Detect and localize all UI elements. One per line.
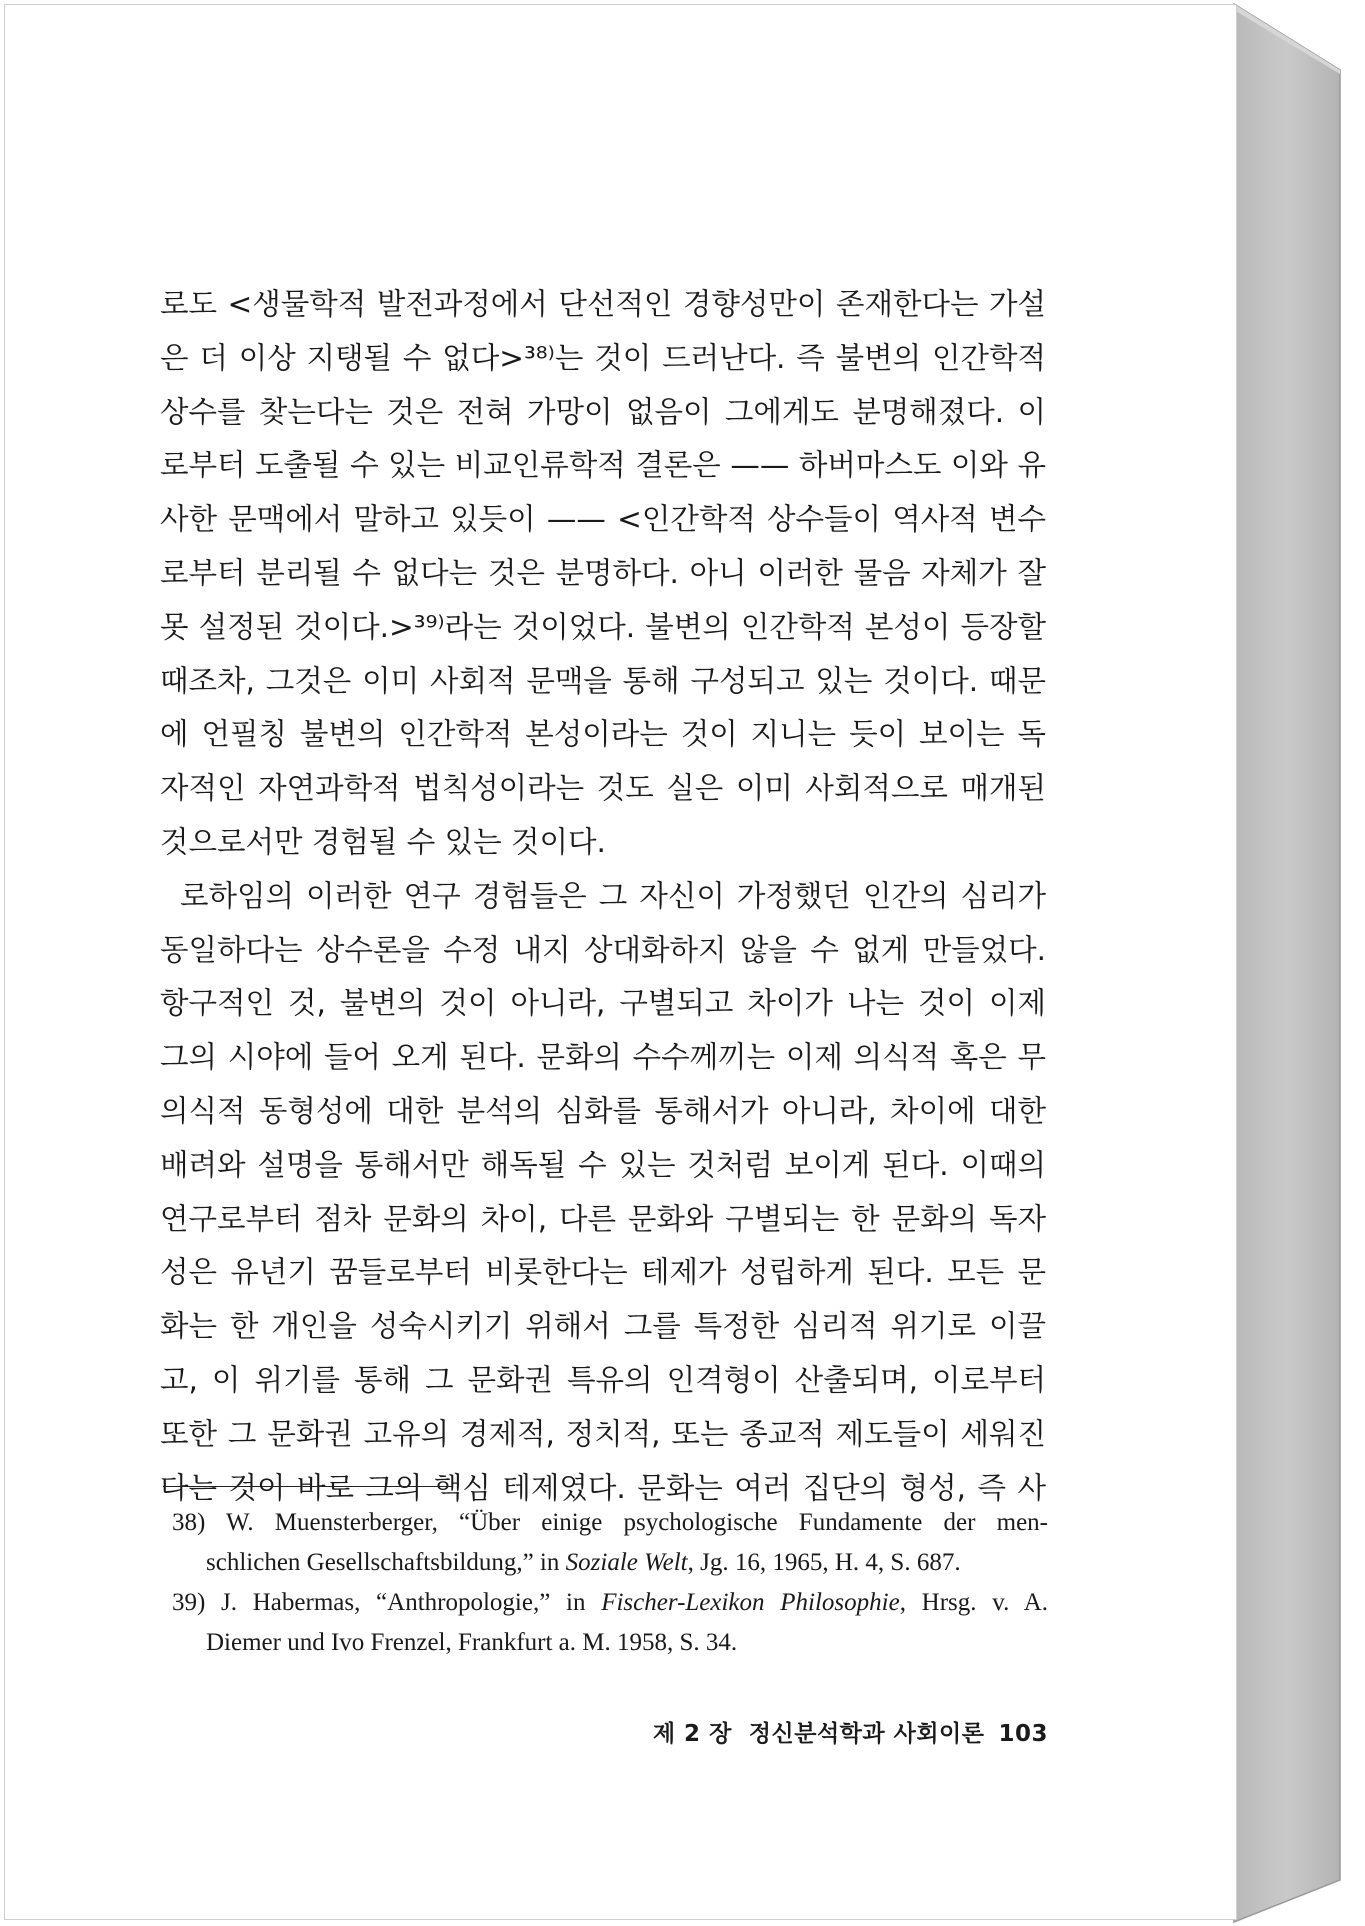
body-text bbox=[160, 278, 1046, 1515]
body-line: 로도 <생물학적 발전과정에서 단선적인 경향성만이 존재한다는 가설 bbox=[160, 287, 1046, 321]
body-line: 자적인 자연과학적 법칙성이라는 것도 실은 이미 사회적으로 매개된 bbox=[160, 771, 1046, 806]
body-line: 화는 한 개인을 성숙시키기 위해서 그를 특정한 심리적 위기로 이끌 bbox=[160, 1309, 1046, 1344]
body-line: 연구로부터 점차 문화의 차이, 다른 문화와 구별되는 한 문화의 독자 bbox=[160, 1201, 1046, 1236]
footnote-text: , Hrsg. v. A. bbox=[899, 1589, 1048, 1616]
body-line: 때조차, 그것은 이미 사회적 문맥을 통해 구성되고 있는 것이다. 때문 bbox=[160, 663, 1046, 698]
footnote-text: schlichen Gesellschaftsbildung,” in bbox=[206, 1549, 566, 1576]
body-line: 것으로서만 경험될 수 있는 것이다. bbox=[160, 824, 606, 859]
body-line: 로부터 도출될 수 있는 비교인류학적 결론은 —— 하버마스도 이와 유 bbox=[160, 448, 1046, 483]
footnotes bbox=[172, 1503, 1048, 1663]
page-number: 103 bbox=[998, 1721, 1048, 1747]
body-line: 고, 이 위기를 통해 그 문화권 특유의 인격형이 산출되며, 이로부터 bbox=[160, 1362, 1046, 1397]
footnote-title: Fischer-Lexikon Philosophie bbox=[601, 1589, 900, 1616]
book-edge bbox=[1230, 0, 1365, 1926]
footnote-38 bbox=[172, 1503, 1048, 1583]
body-line: 배려와 설명을 통해서만 해독될 수 있는 것처럼 보이게 된다. 이때의 bbox=[160, 1147, 1046, 1182]
body-line: 은 더 이상 지탱될 수 없다>³⁸⁾는 것이 드러난다. 즉 불변의 인간학적 bbox=[160, 340, 1046, 375]
footnote-text: Diemer und Ivo Frenzel, Frankfurt a. M. 1958, S. 34. bbox=[206, 1629, 738, 1656]
body-line: 로하임의 이러한 연구 경험들은 그 자신이 가정했던 인간의 심리가 bbox=[180, 878, 1046, 913]
running-footer bbox=[628, 1715, 1048, 1748]
chapter-title: 제 2 장 정신분석학과 사회이론 bbox=[652, 1721, 985, 1747]
body-line: 로부터 분리될 수 없다는 것은 분명하다. 아니 이러한 물음 자체가 잘 bbox=[160, 555, 1046, 590]
body-line: 못 설정된 것이다.>³⁹⁾라는 것이었다. 불변의 인간학적 본성이 등장할 bbox=[160, 609, 1046, 644]
footnote-text: W. Muensterberger, “Über einige psychologische Fundamente der men- bbox=[226, 1509, 1048, 1536]
footnote-rule bbox=[163, 1486, 453, 1487]
body-line: 에 언필칭 불변의 인간학적 본성이라는 것이 지니는 듯이 보이는 독 bbox=[160, 717, 1046, 752]
footnote-39 bbox=[172, 1583, 1048, 1663]
body-line: 항구적인 것, 불변의 것이 아니라, 구별되고 차이가 나는 것이 이제 bbox=[160, 986, 1046, 1021]
footnote-title: Soziale Welt bbox=[565, 1549, 688, 1576]
footnote-marker: 39) bbox=[172, 1589, 206, 1616]
body-line: 상수를 찾는다는 것은 전혀 가망이 없음이 그에게도 분명해졌다. 이 bbox=[160, 394, 1046, 429]
body-line: 의식적 동형성에 대한 분석의 심화를 통해서가 아니라, 차이에 대한 bbox=[160, 1093, 1046, 1128]
body-line: 다는 것이 바로 그의 핵심 테제였다. 문화는 여러 집단의 형성, 즉 사 bbox=[160, 1470, 1046, 1505]
footnote-text: J. Habermas, “Anthropologie,” in bbox=[221, 1589, 602, 1616]
body-line: 성은 유년기 꿈들로부터 비롯한다는 테제가 성립하게 된다. 모든 문 bbox=[160, 1255, 1046, 1290]
footnote-text: , Jg. 16, 1965, H. 4, S. 687. bbox=[687, 1549, 961, 1576]
body-line: 또한 그 문화권 고유의 경제적, 정치적, 또는 종교적 제도들이 세워진 bbox=[160, 1416, 1046, 1451]
footnote-marker: 38) bbox=[172, 1509, 206, 1536]
body-line: 동일하다는 상수론을 수정 내지 상대화하지 않을 수 없게 만들었다. bbox=[160, 932, 1046, 967]
body-line: 사한 문맥에서 말하고 있듯이 —— <인간학적 상수들이 역사적 변수 bbox=[160, 502, 1046, 537]
body-line: 그의 시야에 들어 오게 된다. 문화의 수수께끼는 이제 의식적 혹은 무 bbox=[160, 1040, 1046, 1075]
